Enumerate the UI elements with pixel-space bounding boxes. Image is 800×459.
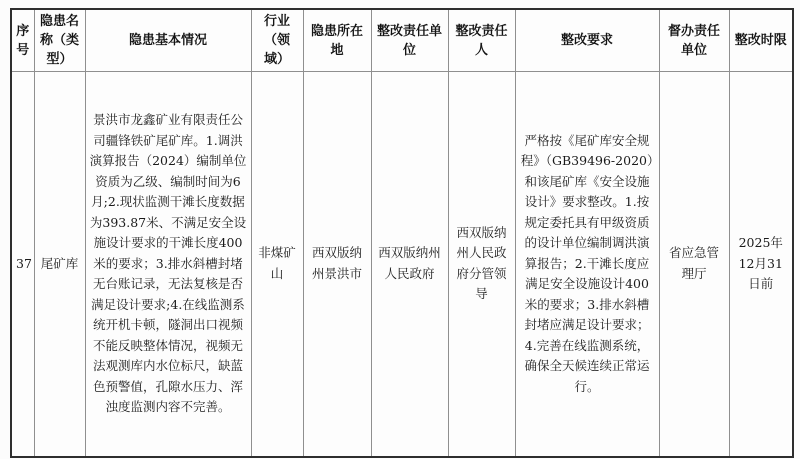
cell-responsible-unit: 西双版纳州人民政府 (371, 72, 448, 457)
header-responsible-person: 整改责任人 (448, 9, 515, 72)
header-seq: 序号 (11, 9, 34, 72)
header-situation: 隐患基本情况 (85, 9, 251, 72)
cell-situation: 景洪市龙鑫矿业有限责任公司疆锋铁矿尾矿库。1.调洪演算报告（2024）编制单位资质为乙级、编制时间为6月;2.现状监测干滩长度数据为393.87米、不满足安全设施设计要求的干滩长度400米的要求；3.排水斜槽封堵无台账记录，无法复核是否满足设计要求;4.在线监测系统开机卡顿，隧洞出口视频不能反映整体情况，视频无法观测库内水位标尺，缺蓝色预警值，孔隙水压力、浑浊度监测内容不完善。 (85, 72, 251, 457)
header-requirements: 整改要求 (515, 9, 659, 72)
header-location: 隐患所在地 (303, 9, 371, 72)
hazard-rectification-table (10, 8, 794, 458)
header-supervision-unit: 督办责任单位 (659, 9, 729, 72)
header-responsible-unit: 整改责任单位 (371, 9, 448, 72)
cell-hazard-name: 尾矿库 (34, 72, 85, 457)
table-row (11, 72, 793, 457)
cell-seq: 37 (11, 72, 34, 457)
cell-requirements: 严格按《尾矿库安全规程》（GB39496-2020）和该尾矿库《安全设施设计》要求整改。1.按规定委托具有甲级资质的设计单位编制调洪演算报告；2.干滩长度应满足安全设施设计400米的要求；3.排水斜槽封堵应满足设计要求；4.完善在线监测系统，确保全天候连续正常运行。 (515, 72, 659, 457)
cell-responsible-person: 西双版纳州人民政府分管领导 (448, 72, 515, 457)
cell-deadline: 2025年12月31日前 (729, 72, 793, 457)
cell-supervision-unit: 省应急管理厅 (659, 72, 729, 457)
header-deadline: 整改时限 (729, 9, 793, 72)
header-industry: 行业（领域） (251, 9, 303, 72)
cell-location: 西双版纳州景洪市 (303, 72, 371, 457)
table-header-row (11, 9, 793, 72)
header-hazard-name: 隐患名称（类型） (34, 9, 85, 72)
cell-industry: 非煤矿山 (251, 72, 303, 457)
